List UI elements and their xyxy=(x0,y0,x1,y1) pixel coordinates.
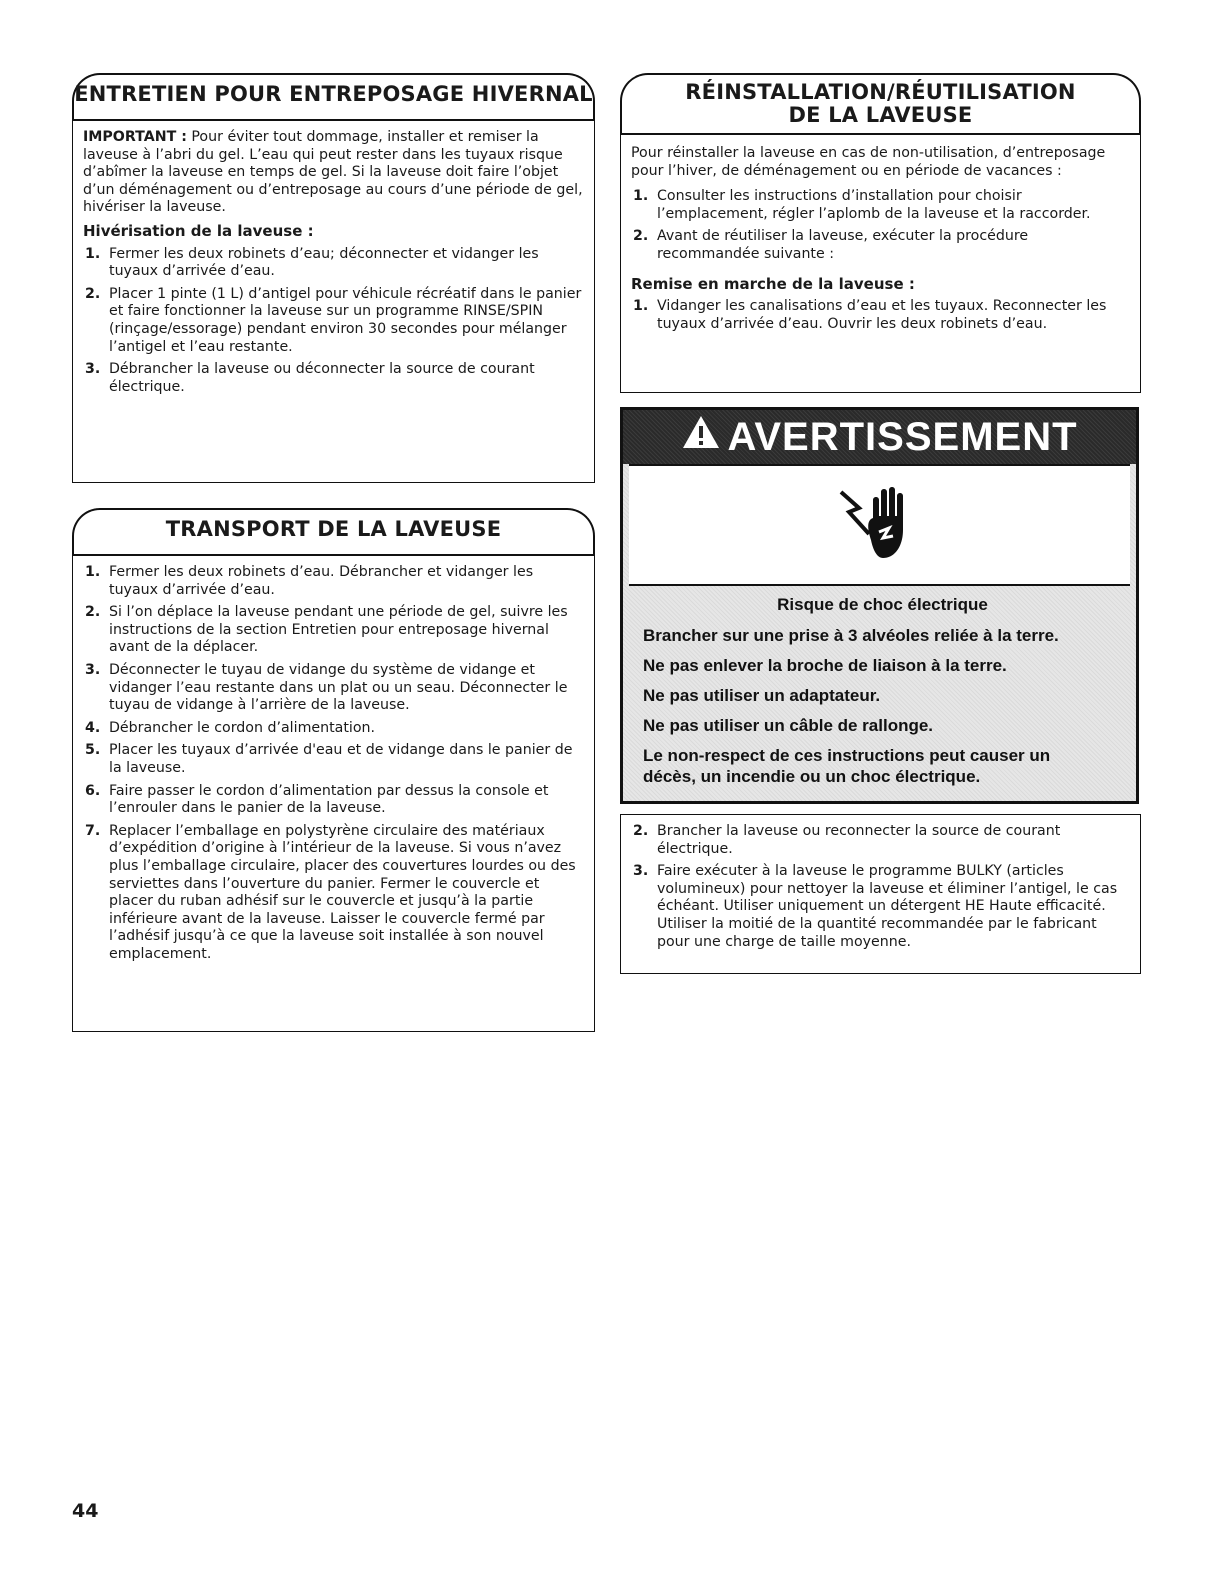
step-number: 2. xyxy=(633,228,649,245)
list-item xyxy=(83,783,584,818)
step-text: Consulter les instructions d’installation pour choisir l’emplacement, régler l’aplomb de la laveuse et la raccorder. xyxy=(657,188,1091,222)
step-text: Replacer l’emballage en polystyrène circulaire des matériaux d’expédition d’origine à l’intérieur de la laveuse. Si vous n’avez plus l’emballage circulaire, placer des couvertures lourdes ou des serviettes dans l’ouverture du panier. Fermer le couvercle et placer du ruban adhésif sur le couvercle et jusqu’à la partie inférieure avant de la laveuse. Laisser le couvercle fermé par l’adhésif jusqu’à ce que la laveuse soit installée à son nouvel emplacement. xyxy=(109,822,576,962)
step-text: Fermer les deux robinets d’eau. Débrancher et vidanger les tuyaux d’arrivée d’eau. xyxy=(109,564,534,598)
reinstall-title-line2: DE LA LAVEUSE xyxy=(788,103,973,127)
important-text: Pour éviter tout dommage, installer et remiser la laveuse à l’abri du gel. L’eau qui peut rester dans les tuyaux risque d’abîmer la laveuse en temps de gel. Si la laveuse doit faire l’objet d’un déménagement ou d’entreposage au cours d’une période de gel, hivériser la laveuse. xyxy=(83,129,583,216)
winter-storage-title: ENTRETIEN POUR ENTREPOSAGE HIVERNAL xyxy=(74,82,593,106)
step-number: 2. xyxy=(633,823,649,839)
step-text: Faire exécuter à la laveuse le programme BULKY (articles volumineux) pour nettoyer la laveuse et éliminer l’antigel, le cas échéant. Utiliser uniquement un détergent HE Haute efficacité. Utiliser la moitié de la quantité recommandée par le fabricant pour une charge de taille moyenne. xyxy=(657,863,1118,950)
after-warning-steps xyxy=(631,823,1130,951)
list-item xyxy=(83,823,584,964)
step-number: 5. xyxy=(85,742,101,759)
step-text: Placer 1 pinte (1 L) d’antigel pour véhicule récréatif dans le panier et faire fonctionner la laveuse sur un programme RINSE/SPIN (rinçage/essorage) pendant environ 30 secondes pour mélanger l’antigel et l’eau restante. xyxy=(109,285,582,355)
warning-banner xyxy=(623,410,1136,464)
list-item xyxy=(83,604,584,657)
step-number: 6. xyxy=(85,782,101,799)
step-number: 2. xyxy=(85,285,101,302)
restart-steps xyxy=(631,298,1130,333)
step-number: 1. xyxy=(85,245,101,262)
warning-line: Ne pas enlever la broche de liaison à la terre. xyxy=(643,656,1007,675)
transport-steps xyxy=(83,564,584,963)
step-text: Débrancher la laveuse ou déconnecter la source de courant électrique. xyxy=(109,361,535,395)
list-item xyxy=(83,361,584,396)
list-item xyxy=(83,742,584,777)
winterize-steps xyxy=(83,246,584,397)
transport-section xyxy=(72,508,595,1032)
reinstall-title-line1: RÉINSTALLATION/RÉUTILISATION xyxy=(685,80,1076,104)
important-note xyxy=(83,129,584,217)
list-item xyxy=(631,228,1130,263)
warning-icon-area xyxy=(629,464,1130,586)
step-text: Fermer les deux robinets d’eau; déconnecter et vidanger les tuyaux d’arrivée d’eau. xyxy=(109,245,539,280)
list-item xyxy=(83,564,584,599)
warning-banner-text: AVERTISSEMENT xyxy=(727,414,1078,459)
step-number: 3. xyxy=(633,863,649,880)
step-text: Si l’on déplace la laveuse pendant une période de gel, suivre les instructions de la section Entretien pour entreposage hivernal avant de la déplacer. xyxy=(109,604,568,656)
step-text: Avant de réutiliser la laveuse, exécuter la procédure recommandée suivante : xyxy=(657,228,1029,262)
warning-line: Ne pas utiliser un adaptateur. xyxy=(643,686,881,705)
list-item xyxy=(83,720,584,738)
step-number: 3. xyxy=(85,361,101,378)
electrical-warning xyxy=(620,407,1139,804)
reinstall-box xyxy=(620,133,1141,393)
list-item xyxy=(631,188,1130,223)
step-number: 2. xyxy=(85,604,101,621)
warning-text xyxy=(623,586,1136,787)
step-text: Déconnecter le tuyau de vidange du système de vidange et vidanger l’eau restante dans un plat ou un seau. Déconnecter le tuyau de vidange à l’arrière de la laveuse. xyxy=(109,661,568,714)
step-number: 3. xyxy=(85,661,101,678)
warning-line: Le non-respect de ces instructions peut causer un décès, un incendie ou un choc électrique. xyxy=(643,746,1051,786)
list-item xyxy=(631,863,1130,951)
transport-title: TRANSPORT DE LA LAVEUSE xyxy=(165,517,502,541)
after-warning-box xyxy=(620,814,1141,974)
step-number: 1. xyxy=(633,298,649,315)
step-number: 1. xyxy=(85,564,101,580)
step-number: 4. xyxy=(85,719,101,736)
electric-shock-hand-icon xyxy=(835,478,925,572)
step-number: 7. xyxy=(85,822,101,839)
list-item xyxy=(83,286,584,356)
winterize-subhead: Hivérisation de la laveuse : xyxy=(83,221,314,240)
step-text: Faire passer le cordon d’alimentation par dessus la console et l’enrouler dans le panier de la laveuse. xyxy=(109,782,549,817)
warning-line: Brancher sur une prise à 3 alvéoles reliée à la terre. xyxy=(643,626,1059,645)
step-text: Placer les tuyaux d’arrivée d'eau et de vidange dans le panier de la laveuse. xyxy=(109,742,573,776)
restart-subhead: Remise en marche de la laveuse : xyxy=(631,274,915,293)
list-item xyxy=(631,298,1130,333)
winter-storage-section xyxy=(72,73,595,483)
important-label: IMPORTANT : xyxy=(83,129,187,145)
reinstall-section xyxy=(620,73,1141,393)
list-item xyxy=(83,246,584,281)
transport-box xyxy=(72,554,595,1032)
warning-heading: Risque de choc électrique xyxy=(777,595,988,614)
reinstall-steps xyxy=(631,188,1130,263)
warning-line: Ne pas utiliser un câble de rallonge. xyxy=(643,716,934,735)
step-text: Brancher la laveuse ou reconnecter la source de courant électrique. xyxy=(657,823,1061,857)
list-item xyxy=(631,823,1130,858)
list-item xyxy=(83,662,584,715)
step-text: Débrancher le cordon d’alimentation. xyxy=(109,719,376,736)
winter-storage-box xyxy=(72,119,595,483)
reinstall-intro: Pour réinstaller la laveuse en cas de non-utilisation, d’entreposage pour l’hiver, de déménagement ou en période de vacances : xyxy=(631,145,1106,179)
page-number: 44 xyxy=(72,1500,99,1522)
step-text: Vidanger les canalisations d’eau et les tuyaux. Reconnecter les tuyaux d’arrivée d’eau. Ouvrir les deux robinets d’eau. xyxy=(657,298,1107,332)
reinstall-title xyxy=(620,73,1141,127)
step-number: 1. xyxy=(633,188,649,205)
warning-triangle-icon xyxy=(681,414,721,460)
